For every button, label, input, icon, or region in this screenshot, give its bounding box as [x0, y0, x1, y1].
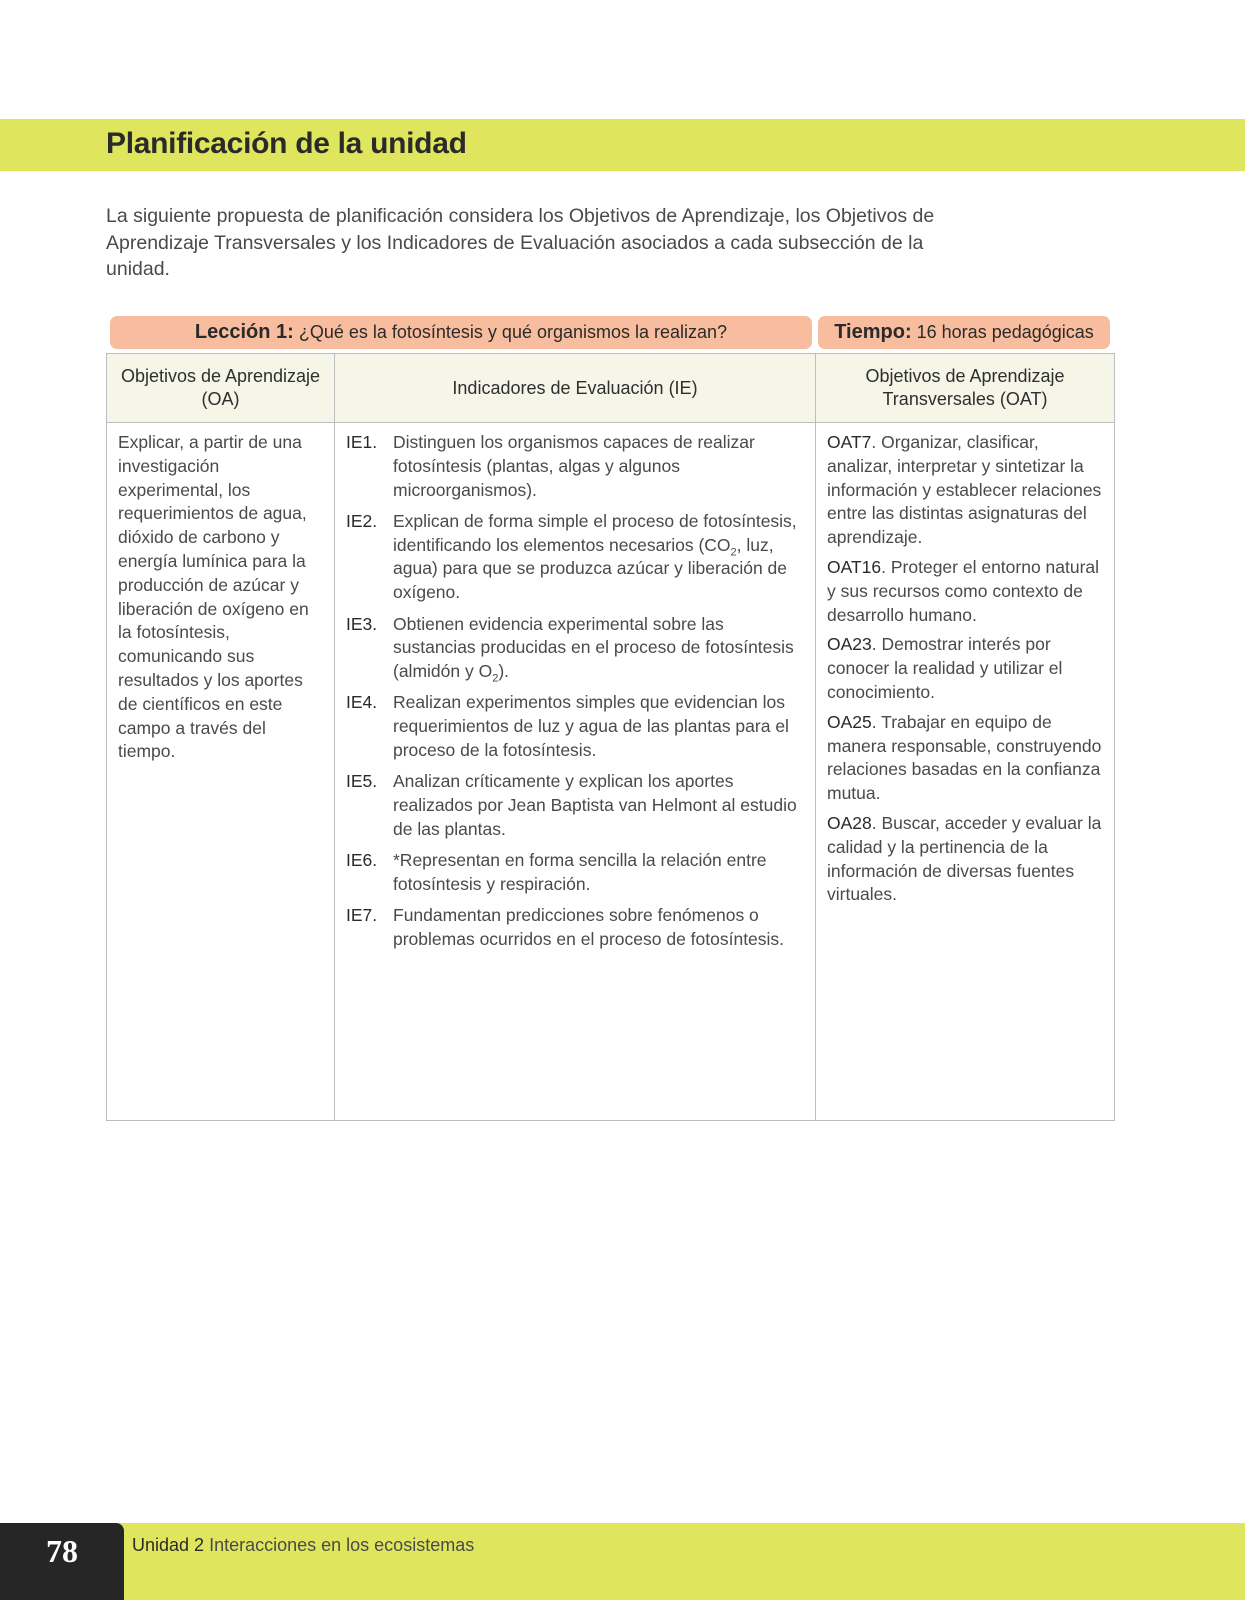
oat-item [827, 556, 1103, 627]
unit-label [132, 1535, 474, 1556]
oat-cell [816, 423, 1115, 1121]
oat-text: . Buscar, acceder y evaluar la calidad y la pertinencia de la información de diversas fuentes virtuales. [827, 812, 1102, 905]
ie-text: Realizan experimentos simples que evidencian los requerimientos de luz y agua de las plantas para el proceso de la fotosíntesis. [393, 692, 789, 761]
oat-text: . Organizar, clasificar, analizar, interpretar y sintetizar la información y establecer relaciones entre las distintas asignaturas del aprendizaje. [827, 432, 1102, 548]
ie-text: Distinguen los organismos capaces de realizar fotosíntesis (plantas, algas y algunos microorganismos). [393, 432, 755, 500]
ie-text-part: Obtienen evidencia experimental sobre las sustancias producidas en el proceso de fotosíntesis (almidón y O [393, 613, 794, 682]
time-banner [818, 316, 1110, 349]
ie-code: IE5. [346, 771, 378, 792]
ie-code: IE3. [346, 613, 378, 634]
subscript: 2 [492, 672, 499, 685]
ie-code: IE4. [346, 692, 378, 713]
oat-item [827, 431, 1103, 550]
ie-cell [335, 423, 816, 1121]
subscript: 2 [730, 546, 737, 559]
time-label: Tiempo: [834, 321, 912, 343]
oat-code: OA28 [827, 812, 872, 833]
ie-text-part: ). [498, 661, 510, 682]
ie-item [346, 770, 804, 841]
oat-text: . Proteger el entorno natural y sus recursos como contexto de desarrollo humano. [827, 556, 1100, 625]
ie-text: Analizan críticamente y explican los aportes realizados por Jean Baptista van Helmont al estudio de las plantas. [393, 771, 797, 839]
header-oa: Objetivos de Aprendizaje (OA) [107, 354, 335, 423]
oat-code: OA25 [827, 711, 872, 732]
lesson-banner [110, 316, 812, 349]
table-header-row [107, 354, 1115, 423]
ie-code: IE1. [346, 432, 378, 452]
intro-paragraph: La siguiente propuesta de planificación considera los Objetivos de Aprendizaje, los Objetivos de Aprendizaje Transversales y los Indicadores de Evaluación asociados a cada subsección de la unidad. [106, 205, 935, 280]
ie-text: *Representan en forma sencilla la relación entre fotosíntesis y respiración. [393, 850, 767, 895]
oat-code: OAT7 [827, 432, 872, 452]
ie-text: Fundamentan predicciones sobre fenómenos o problemas ocurridos en el proceso de fotosíntesis. [393, 905, 785, 950]
ie-text-part: , luz, agua) para que se produzca azúcar y liberación de oxígeno. [393, 534, 787, 603]
ie-item [346, 431, 804, 502]
oa-cell: Explicar, a partir de una investigación experimental, los requerimientos de agua, dióxido de carbono y energía lumínica para la producción de azúcar y liberación de oxígeno en la fotosíntesis, comunicando sus resultados y los aportes de científicos en este campo a través del tiempo. [107, 423, 335, 1121]
lesson-title: ¿Qué es la fotosíntesis y qué organismos la realizan? [298, 322, 728, 342]
oat-text: . Demostrar interés por conocer la realidad y utilizar el conocimiento. [827, 634, 1063, 702]
ie-code: IE7. [346, 905, 378, 926]
page-number: 78 [0, 1523, 124, 1600]
header-ie: Indicadores de Evaluación (IE) [335, 354, 816, 423]
lesson-label: Lección 1: [194, 321, 294, 343]
ie-item [346, 613, 804, 684]
header-oat: Objetivos de Aprendizaje Transversales (OAT) [816, 354, 1115, 423]
ie-text [393, 613, 804, 684]
ie-code: IE2. [346, 510, 378, 531]
oat-item [827, 711, 1103, 806]
planning-table [106, 353, 1115, 1121]
oat-code: OA23 [827, 634, 872, 655]
oat-code: OAT16 [827, 556, 882, 577]
oat-item [827, 812, 1103, 907]
oat-text: . Trabajar en equipo de manera responsable, construyendo relaciones basadas en la confianza mutua. [827, 711, 1102, 804]
unit-title: Interacciones en los ecosistemas [209, 1535, 475, 1555]
title-band [0, 119, 1245, 171]
ie-item [346, 691, 804, 762]
ie-item [346, 510, 804, 605]
table-row [107, 423, 1115, 1121]
unit-number: Unidad 2 [132, 1535, 205, 1555]
oat-item [827, 633, 1103, 704]
ie-text-part: Explican de forma simple el proceso de fotosíntesis, identificando los elementos necesarios (CO [393, 510, 797, 555]
ie-item [346, 849, 804, 897]
ie-text [393, 510, 804, 605]
ie-item [346, 904, 804, 952]
page-title: Planificación de la unidad [106, 127, 467, 160]
time-value: 16 horas pedagógicas [916, 322, 1094, 342]
ie-code: IE6. [346, 850, 378, 871]
